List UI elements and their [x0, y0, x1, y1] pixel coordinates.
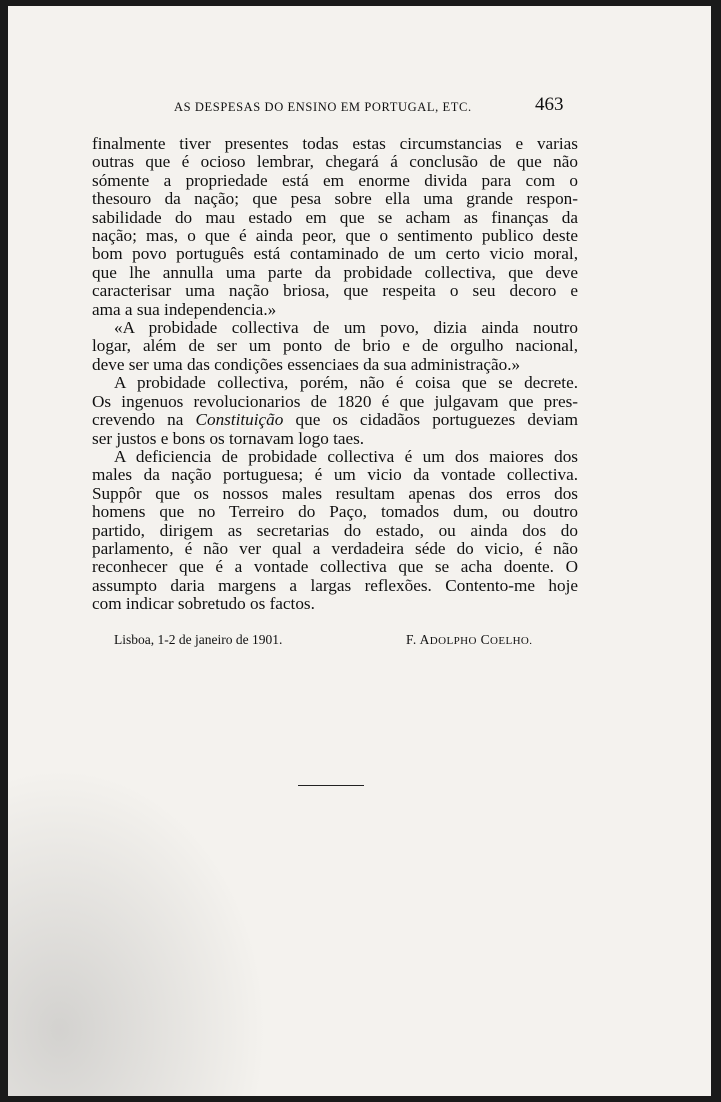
running-head: AS DESPESAS DO ENSINO EM PORTUGAL, ETC. — [174, 100, 472, 114]
text-line: deve ser uma das condições essenciaes da sua administração.» — [92, 354, 521, 374]
text-line: Os ingenuos revolucionarios de 1820 é que julgavam que pres- — [92, 391, 578, 411]
text-line: thesouro da nação; que pesa sobre ella uma grande respon- — [92, 189, 578, 209]
text-line: males da nação portuguesa; é um vicio da vontade collectiva. — [92, 465, 578, 485]
author-first-rest: DOLPHO — [429, 635, 477, 647]
text-line: A deficiencia de probidade collectiva é um dos maiores dos — [114, 446, 578, 466]
italic-term: Constituição — [195, 410, 284, 430]
text-line: ser justos e bons os tornavam logo taes. — [92, 428, 365, 448]
text-line: finalmente tiver presentes todas estas circumstancias e varias — [92, 134, 578, 153]
text-line: ama a sua independencia.» — [92, 299, 277, 319]
page-header — [8, 94, 711, 122]
place-date: Lisboa, 1-2 de janeiro de 1901. — [114, 632, 283, 647]
text-line: Suppôr que os nossos males resultam apenas dos erros dos — [92, 483, 578, 503]
author-last-rest: OELHO. — [490, 635, 533, 647]
article-body — [92, 135, 578, 614]
text-line: sabilidade do mau estado em que se acham as finanças da — [92, 207, 578, 227]
paragraph-4 — [92, 448, 578, 614]
text-line: parlamento, é não ver qual a verdadeira séde do vicio, é não — [92, 538, 578, 558]
text-line: «A probidade collectiva de um povo, dizia ainda noutro — [114, 318, 578, 338]
text-line: nação; mas, o que é ainda peor, que o sentimento publico deste — [92, 226, 578, 246]
text-line: bom povo português está contaminado de um certo vicio moral, — [92, 244, 578, 264]
page-smudge — [8, 766, 268, 1096]
closing-rule — [298, 785, 364, 786]
text-line: partido, dirigem as secretarias do estado, ou ainda dos do — [92, 520, 578, 540]
author-name — [406, 632, 532, 648]
author-last-initial: C — [480, 632, 490, 647]
text-line: crevendo na Constituição que os cidadãos portuguezes deviam — [92, 410, 578, 430]
author-initial: F. A — [406, 632, 430, 647]
paragraph-3 — [92, 374, 578, 448]
text-line: homens que no Terreiro do Paço, tomados dum, ou doutro — [92, 502, 578, 522]
text-line: reconhecer que é a vontade collectiva que se acha doente. O — [92, 557, 578, 577]
text-line: caracterisar uma nação briosa, que respeita o seu decoro e — [92, 281, 578, 301]
book-page — [8, 6, 711, 1096]
text-line: com indicar sobretudo os factos. — [92, 594, 315, 614]
page-number: 463 — [535, 94, 564, 115]
text-line: que lhe annulla uma parte da probidade collectiva, que deve — [92, 262, 578, 282]
text-line: sómente a propriedade está em enorme divida para com o — [92, 170, 578, 190]
text-line: outras que é ocioso lembrar, chegará á conclusão de que não — [92, 152, 578, 172]
text-line: logar, além de ser um ponto de brio e de orgulho nacional, — [92, 336, 578, 356]
paragraph-2 — [92, 319, 578, 374]
paragraph-1 — [92, 135, 578, 319]
signature-block — [114, 632, 554, 654]
text-line: A probidade collectiva, porém, não é coisa que se decrete. — [114, 373, 578, 393]
text-line: assumpto daria margens a largas reflexões. Contento-me hoje — [92, 575, 578, 595]
